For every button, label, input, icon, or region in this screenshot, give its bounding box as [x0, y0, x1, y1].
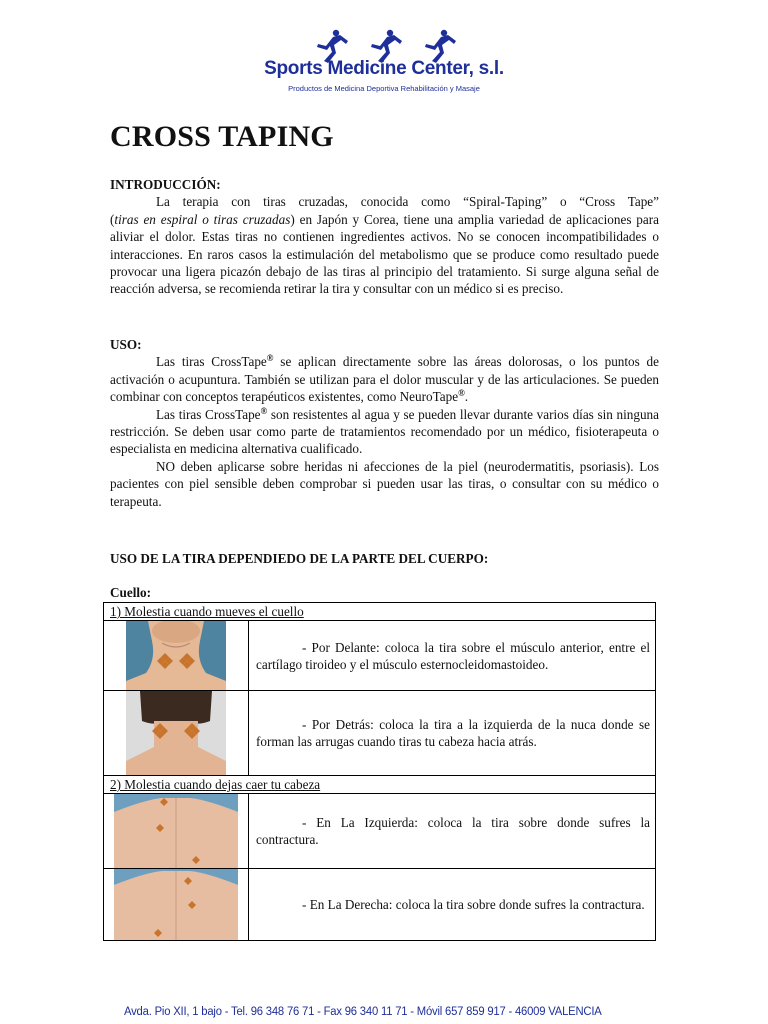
logo-name: Sports Medicine Center, s.l. — [264, 58, 504, 79]
row-header-2-text: 2) Molestia cuando dejas caer tu cabeza — [110, 777, 321, 792]
uso-p1-end: . — [464, 389, 469, 405]
registered-mark: ® — [266, 353, 274, 364]
shoulders-left-photo — [114, 794, 238, 868]
row-header-1 — [104, 603, 655, 621]
uso-heading: USO: — [110, 337, 142, 352]
registered-mark: ® — [458, 388, 465, 399]
row-header-2 — [104, 776, 655, 794]
instruction-back: - Por Detrás: coloca la tira a la izquierda de la nuca donde se forman las arrugas cuando tiras tu cabeza hacia atrás. — [256, 716, 650, 749]
uso-p1-middle: se aplican directamente sobre las áreas dolorosas, o los puntos de activación o acupuntura. También se utilizan para el dolor muscular y de las articulaciones. Se pueden combinar con conceptos terapéuticos existentes, como NeuroTape — [110, 354, 659, 405]
shoulders-right-photo — [114, 869, 238, 940]
image-cell — [104, 691, 249, 775]
uso-section — [110, 336, 659, 510]
registered-mark: ® — [260, 405, 268, 416]
uso-paragraph-1 — [110, 353, 659, 405]
instruction-cell — [250, 869, 655, 940]
intro-rest: ) en Japón y Corea, tiene una amplia variedad de aplicaciones para aliviar el dolor. Estas tiras no contienen ingredientes activos. No se conocen incompatibilidades o interacciones. En raros casos la estimulación del metabolismo que se produce como resultado puede provocar una ligera picazón debajo de las tiras al principio del tratamiento. Si surge alguna señal de reacción adversa, se recomienda retirar la tira y consultar con un médico si es preciso. — [110, 211, 660, 297]
footer-address: Avda. Pio XII, 1 bajo - Tel. 96 348 76 71 - Fax 96 340 11 71 - Móvil 657 859 917 - 46009 VALENCIA — [124, 1006, 602, 1018]
intro-line-1: La terapia con tiras cruzadas, conocida como “Spiral-Taping” o “Cross Tape” — [156, 194, 659, 210]
instruction-cell — [250, 691, 655, 775]
neck-back-photo — [126, 691, 226, 775]
image-cell — [104, 621, 249, 691]
instruction-front: - Por Delante: coloca la tira sobre el músculo anterior, entre el cartílago tiroideo y el músculo esternocleidomastoideo. — [256, 639, 650, 672]
instruction-right: - En La Derecha: coloca la tira sobre donde sufres la contractura. — [302, 896, 645, 912]
image-cell — [104, 794, 249, 868]
page-title: CROSS TAPING — [110, 120, 334, 153]
uso-paragraph-3: NO deben aplicarse sobre heridas ni afecciones de la piel (neurodermatitis, psoriasis). Los pacientes con piel sensible deben comprobar si pueden usar las tiras, o consultar con su médico o terapeuta. — [110, 458, 659, 509]
logo-subtitle: Productos de Medicina Deportiva Rehabilitación y Masaje — [288, 84, 480, 93]
intro-paren: ( — [110, 211, 115, 227]
neck-front-photo — [126, 621, 226, 690]
instruction-cell — [250, 621, 655, 691]
company-logo — [250, 28, 518, 100]
uso-p2-rest: son resistentes al agua y se pueden llevar durante varios días sin ninguna restricción. Se deben usar como parte de tratamientos recomendado por un médico, fisioterapeuta o especialista en medicina alternativa cualificado. — [110, 406, 659, 457]
uso-p2-start: Las tiras CrossTape — [156, 406, 261, 422]
section-cuello: Cuello: — [110, 585, 152, 600]
instruction-cell — [250, 794, 655, 868]
cuello-table — [103, 602, 656, 941]
intro-italic: tiras en espiral o tiras cruzadas — [114, 211, 291, 227]
uso-p1-start: Las tiras CrossTape — [156, 354, 267, 370]
instruction-left: - En La Izquierda: coloca la tira sobre donde sufres la contractura. — [256, 814, 650, 847]
intro-section — [110, 176, 659, 298]
intro-paragraph — [110, 211, 659, 298]
uso-paragraph-2 — [110, 406, 659, 458]
body-use-heading: USO DE LA TIRA DEPENDIEDO DE LA PARTE DEL CUERPO: — [110, 551, 489, 566]
row-header-1-text: 1) Molestia cuando mueves el cuello — [110, 604, 304, 619]
intro-heading: INTRODUCCIÓN: — [110, 177, 221, 192]
image-cell — [104, 869, 249, 940]
